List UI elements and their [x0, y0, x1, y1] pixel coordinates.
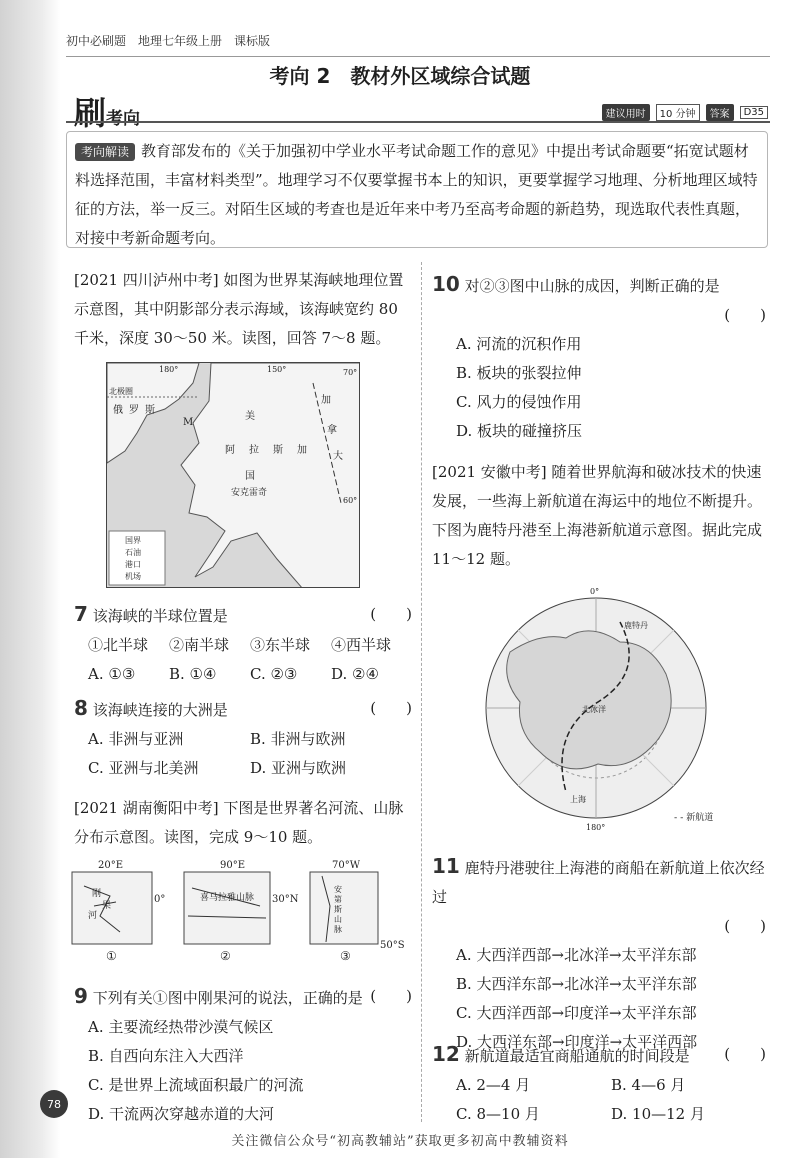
lon-0-label: 0°: [590, 587, 600, 596]
page-title: 考向 2 教材外区域综合试题: [269, 64, 531, 88]
map2-caption: ②: [220, 949, 231, 963]
q12-option-d: D. 10—12 月: [611, 1105, 705, 1123]
map3-an: 安: [334, 885, 342, 894]
q11-option-b: B. 大西洋东部→北冰洋→太平洋东部: [456, 975, 697, 993]
q9-option-b: B. 自西向东注入大西洋: [88, 1047, 244, 1065]
map1-gang: 刚: [92, 889, 102, 899]
q12-option-c: C. 8—10 月: [456, 1105, 540, 1123]
rotterdam-label: 鹿特丹: [624, 621, 648, 630]
book-series: 初中必刷题 地理七年级上册 课标版: [66, 34, 271, 48]
q10-option-b: B. 板块的张裂拉伸: [456, 364, 582, 382]
map-label-m: M: [183, 417, 194, 428]
map3-mai: 脉: [334, 925, 342, 934]
question-10: [432, 270, 766, 446]
q12-answer-paren: ( ): [724, 1045, 766, 1063]
answer-label: 答案: [706, 104, 734, 121]
arctic-circle-label: 北极圈: [109, 387, 133, 396]
stem-11-12: [2021 安徽中考] 随着世界航海和破冰技术的快速发展，一些海上新航道在海运中的地位不断提升。下图为鹿特丹港至上海港新航道示意图。据此完成 11～12 题。: [432, 463, 763, 568]
q11-answer-paren: ( ): [724, 917, 766, 935]
shanghai-label: 上海: [570, 795, 586, 804]
q10-option-a: A. 河流的沉积作用: [456, 335, 582, 353]
map-label-jia2: 加: [321, 395, 331, 406]
route-legend-label: 新航道: [686, 813, 714, 823]
section-badge: [74, 88, 140, 134]
map-3-frame: [310, 872, 378, 944]
legend-airport: 机场: [125, 572, 141, 581]
map-label-si2: 斯: [273, 445, 283, 456]
arctic-ocean-label: 北冰洋: [582, 705, 606, 714]
strait-map-svg: [107, 363, 360, 588]
q7-item: ②南半球: [169, 636, 230, 654]
intro-box: [66, 131, 768, 248]
q7-item: ①北半球: [88, 636, 149, 654]
map3-si: 斯: [334, 905, 342, 914]
page-edge-shade: [0, 0, 60, 1158]
question-8: [74, 694, 412, 783]
q8-option-c: C. 亚洲与北美洲: [88, 759, 199, 777]
map2-himalaya: 喜马拉雅山脉: [200, 893, 255, 903]
top-rule: [66, 56, 770, 57]
q12-option-a: A. 2—4 月: [456, 1076, 531, 1094]
map1-he: 河: [88, 911, 98, 921]
rivers-mountains-figure: [70, 856, 410, 966]
polar-route-svg: [470, 582, 722, 834]
q7-option-d: D. ②④: [331, 665, 379, 683]
q12-text: 新航道最适宜商船通航的时间段是: [464, 1047, 690, 1065]
map3-lat: 50°S: [380, 940, 405, 951]
q12-number: 12: [432, 1042, 460, 1066]
intro-label: 考向解读: [75, 143, 135, 161]
map3-di: 第: [334, 895, 342, 904]
q9-option-d: D. 干流两次穿越赤道的大河: [88, 1105, 275, 1123]
map1-caption: ①: [106, 949, 117, 963]
map1-guo: 果: [102, 901, 112, 911]
q8-option-b: B. 非洲与欧洲: [250, 730, 346, 748]
route-legend-line: - -: [674, 813, 687, 823]
q11-option-d: D. 大西洋东部→印度洋→太平洋西部: [456, 1033, 698, 1051]
footer-note: 关注微信公众号“初高教辅站”获取更多初高中教辅资料: [231, 1134, 569, 1149]
question-12: [432, 1040, 766, 1129]
q11-text: 鹿特丹港驶往上海港的商船在新航道上依次经过: [432, 859, 765, 906]
q8-option-d: D. 亚洲与欧洲: [250, 759, 347, 777]
legend-oil: 石油: [125, 548, 141, 557]
q8-answer-paren: ( ): [370, 699, 412, 717]
time-label: 建议用时: [602, 104, 650, 121]
answer-value: D35: [740, 106, 768, 119]
column-divider: [421, 262, 422, 1122]
lon-180-label: 180°: [586, 823, 606, 832]
map1-lon: 20°E: [98, 860, 124, 871]
q8-option-a: A. 非洲与亚洲: [88, 730, 184, 748]
map2-lon: 90°E: [220, 860, 246, 871]
q8-text: 该海峡连接的大洲是: [92, 701, 228, 719]
map-label-e: 俄: [113, 405, 123, 416]
stem-7-8: [2021 四川泸州中考] 如图为世界某海峡地理位置示意图，其中阴影部分表示海域，该海峡宽约 80 千米，深度 30～50 米。读图，回答 7～8 题。: [74, 271, 404, 347]
map-label-si: 斯: [145, 405, 155, 416]
lat-label-70: 70°: [343, 368, 358, 377]
map-label-guo: 国: [245, 471, 255, 482]
map-label-mei: 美: [245, 411, 255, 422]
map1-lat: 0°: [154, 894, 166, 905]
strait-map: [106, 362, 360, 588]
q7-item: ③东半球: [250, 636, 311, 654]
map3-shan: 山: [334, 915, 342, 924]
q11-number: 11: [432, 854, 460, 878]
lat-label-60: 60°: [343, 496, 358, 505]
q10-number: 10: [432, 272, 460, 296]
map2-lat: 30°N: [272, 894, 299, 905]
q12-option-b: B. 4—6 月: [611, 1076, 686, 1094]
q10-option-c: C. 风力的侵蚀作用: [456, 393, 582, 411]
legend-port: 港口: [125, 560, 141, 569]
map-label-la: 拉: [249, 445, 259, 456]
map-label-na: 拿: [327, 425, 337, 436]
q11-option-c: C. 大西洋西部→印度洋→太平洋东部: [456, 1004, 697, 1022]
q10-answer-paren: ( ): [724, 306, 766, 324]
map-label-luo: 罗: [129, 405, 139, 416]
map-2-frame: [184, 872, 270, 944]
lon-label-180: 180°: [159, 365, 179, 374]
q10-option-d: D. 板块的碰撞挤压: [456, 422, 583, 440]
q7-number: 7: [74, 602, 88, 626]
q7-text: 该海峡的半球位置是: [92, 607, 228, 625]
q7-option-a: A. ①③: [88, 665, 136, 683]
q7-option-b: B. ①④: [169, 665, 217, 683]
map3-lon: 70°W: [332, 860, 361, 871]
q9-answer-paren: ( ): [370, 987, 412, 1005]
q9-option-c: C. 是世界上流域面积最广的河流: [88, 1076, 304, 1094]
q10-text: 对②③图中山脉的成因，判断正确的是: [464, 277, 720, 295]
map-label-da: 大: [333, 451, 343, 462]
route-legend: [674, 810, 713, 823]
stem-9-10: [2021 湖南衡阳中考] 下图是世界著名河流、山脉分布示意图。读图，完成 9～10 题。: [74, 799, 404, 846]
meta-info: [602, 104, 768, 121]
q9-number: 9: [74, 984, 88, 1008]
q8-number: 8: [74, 696, 88, 720]
q7-answer-paren: ( ): [370, 605, 412, 623]
rivers-mountains-svg: [70, 856, 410, 966]
badge-main: 刷: [74, 94, 107, 132]
q11-option-a: A. 大西洋西部→北冰洋→太平洋东部: [456, 946, 697, 964]
lon-label-150: 150°: [267, 365, 287, 374]
page-number: 78: [40, 1090, 68, 1118]
map-label-jia: 加: [297, 445, 307, 456]
map-label-a: 阿: [225, 445, 235, 456]
legend-border: 国界: [125, 536, 141, 545]
q9-text: 下列有关①图中刚果河的说法，正确的是: [92, 989, 363, 1007]
question-11: [432, 852, 766, 1057]
map-1-frame: [72, 872, 152, 944]
map-label-anchorage: 安克雷奇: [231, 488, 268, 498]
time-value: 10 分钟: [656, 104, 700, 121]
meta-rule: [66, 121, 770, 123]
q7-option-c: C. ②③: [250, 665, 298, 683]
question-9: [74, 982, 412, 1129]
q7-item: ④西半球: [331, 636, 392, 654]
question-7: [74, 600, 412, 689]
intro-text: 教育部发布的《关于加强初中学业水平考试命题工作的意见》中提出考试命题要“拓宽试题材料选择范围，丰富材料类型”。地理学习不仅要掌握书本上的知识，更要掌握学习地理、分析地理区域特征的方法，举一反三。对陌生区域的考查也是近年来中考乃至高考命题的新趋势，现选取代表性真题，对接中考新命题考向。: [75, 142, 758, 247]
q9-option-a: A. 主要流经热带沙漠气候区: [88, 1018, 274, 1036]
polar-route-map: [470, 582, 722, 834]
map3-caption: ③: [340, 949, 351, 963]
badge-sub: 考向: [106, 109, 141, 129]
